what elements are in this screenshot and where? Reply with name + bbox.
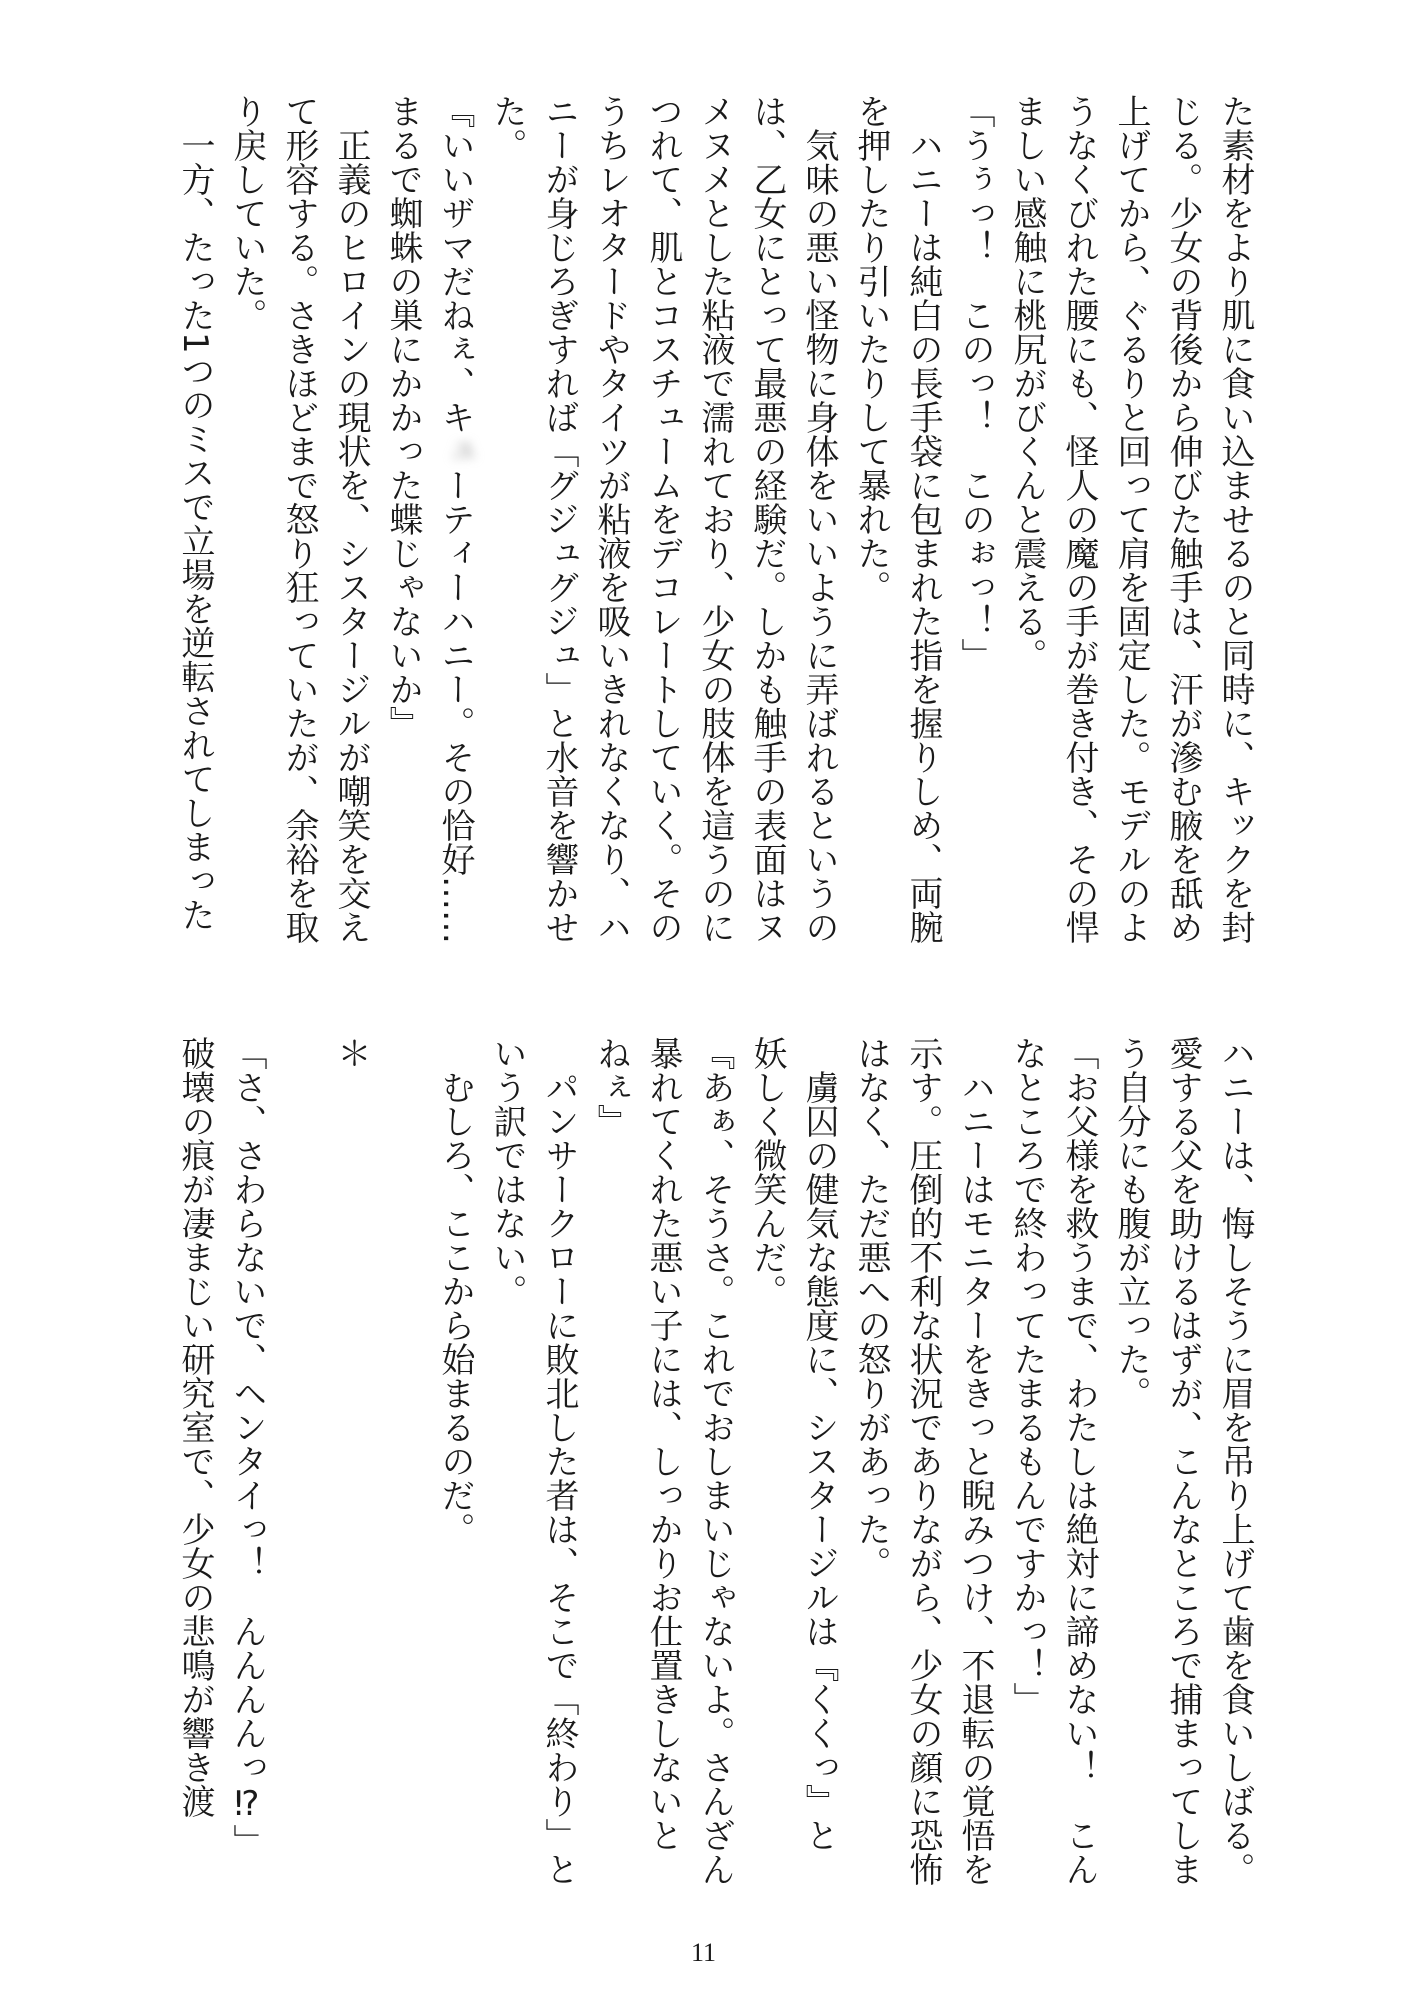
text-line: つれて、肌とコスチュームをデコレートしていく。その [643,94,683,944]
text-line: 一方、たった1つのミスで立場を逆転されてしまった [175,94,215,932]
text-block-top [0,94,1407,974]
text-line: ハニーは、悔しそうに眉を吊り上げて歯を食いしばる。 [1215,1036,1255,1886]
text-line: パンサークローに敗北した者は、そこで「終わり」と [539,1036,579,1886]
text-line: なところで終わってたまるもんですかっ！」 [1007,1036,1047,1716]
text-segment: ーティーハニー。その恰好…… [435,468,475,944]
censored-character: ュ [435,434,475,468]
blank-line [377,1036,429,1916]
text-line: 虜囚の健気な態度に、シスタージルは『くくっ』と [799,1036,839,1852]
text-line: ハニーはモニターをきっと睨みつけ、不退転の覚悟を [955,1036,995,1886]
text-line: ニーが身じろぎすれば「グジュグジュ」と水音を響かせ [539,94,579,944]
text-line: じる。少女の背後から伸びた触手は、汗が滲む腋を舐め [1163,94,1203,944]
text-line: 暴れてくれた悪い子には、しっかりお仕置きしないと [643,1036,683,1852]
text-line: ハニーは純白の長手袋に包まれた指を握りしめ、両腕 [903,94,943,944]
text-line: 愛する父を助けるはずが、こんなところで捕まってしま [1163,1036,1203,1886]
text-line: ねぇ』 [591,1036,631,1138]
scene-break-asterisk: ＊ [331,1036,371,1070]
text-line: た素材をより肌に食い込ませるのと同時に、キックを封 [1215,94,1255,944]
text-line: むしろ、ここから始まるのだ。 [435,1036,475,1546]
text-line: り戻していた。 [227,94,267,332]
text-line: 『あぁ、そうさ。これでおしまいじゃないよ。さんざん [695,1036,735,1886]
text-line: はなく、ただ悪への怒りがあった。 [851,1036,891,1580]
text-line: 「さ、さわらないで、ヘンタイっ！ んんんんっ⁉」 [227,1036,267,1858]
blank-line [273,1036,325,1916]
text-line: 上げてから、ぐるりと回って肩を固定した。モデルのよ [1111,94,1151,944]
text-line: 正義のヒロインの現状を、シスタージルが嘲笑を交え [331,94,371,944]
text-line: う自分にも腹が立った。 [1111,1036,1151,1410]
text-line: 破壊の痕が凄まじい研究室で、少女の悲鳴が響き渡 [175,1036,215,1818]
text-line: まるで蜘蛛の巣にかかった蝶じゃないか』 [383,94,423,740]
page-number: 11 [690,1938,717,1967]
text-line: 示す。圧倒的不利な状況でありながら、少女の顔に恐怖 [903,1036,943,1886]
text-line: ましい感触に桃尻がびくんと震える。 [1007,94,1047,672]
text-line: 気味の悪い怪物に身体をいいように弄ばれるというの [799,94,839,944]
text-line: いう訳ではない。 [487,1036,527,1308]
text-line: を押したり引いたりして暴れた。 [851,94,891,604]
text-line: うちレオタードやタイツが粘液を吸いきれなくなり、ハ [591,94,631,944]
text-block-bottom [0,1036,1407,1916]
text-line: て形容する。さきほどまで怒り狂っていたが、余裕を取 [279,94,319,944]
text-line: うなくびれた腰にも、怪人の魔の手が巻き付き、その悍 [1059,94,1099,944]
text-line: 「うぅっ！ このっ！ このぉっ！」 [955,94,995,672]
text-line: 「お父様を救うまで、わたしは絶対に諦めない！ こん [1059,1036,1099,1886]
text-line: た。 [487,94,527,162]
text-line: は、乙女にとって最悪の経験だ。しかも触手の表面はヌ [747,94,787,944]
text-line: 妖しく微笑んだ。 [747,1036,787,1308]
text-line: メヌメとした粘液で濡れており、少女の肢体を這うのに [695,94,735,944]
text-segment: 『いいザマだねぇ、キ [435,94,475,434]
text-line-censored [429,94,481,974]
